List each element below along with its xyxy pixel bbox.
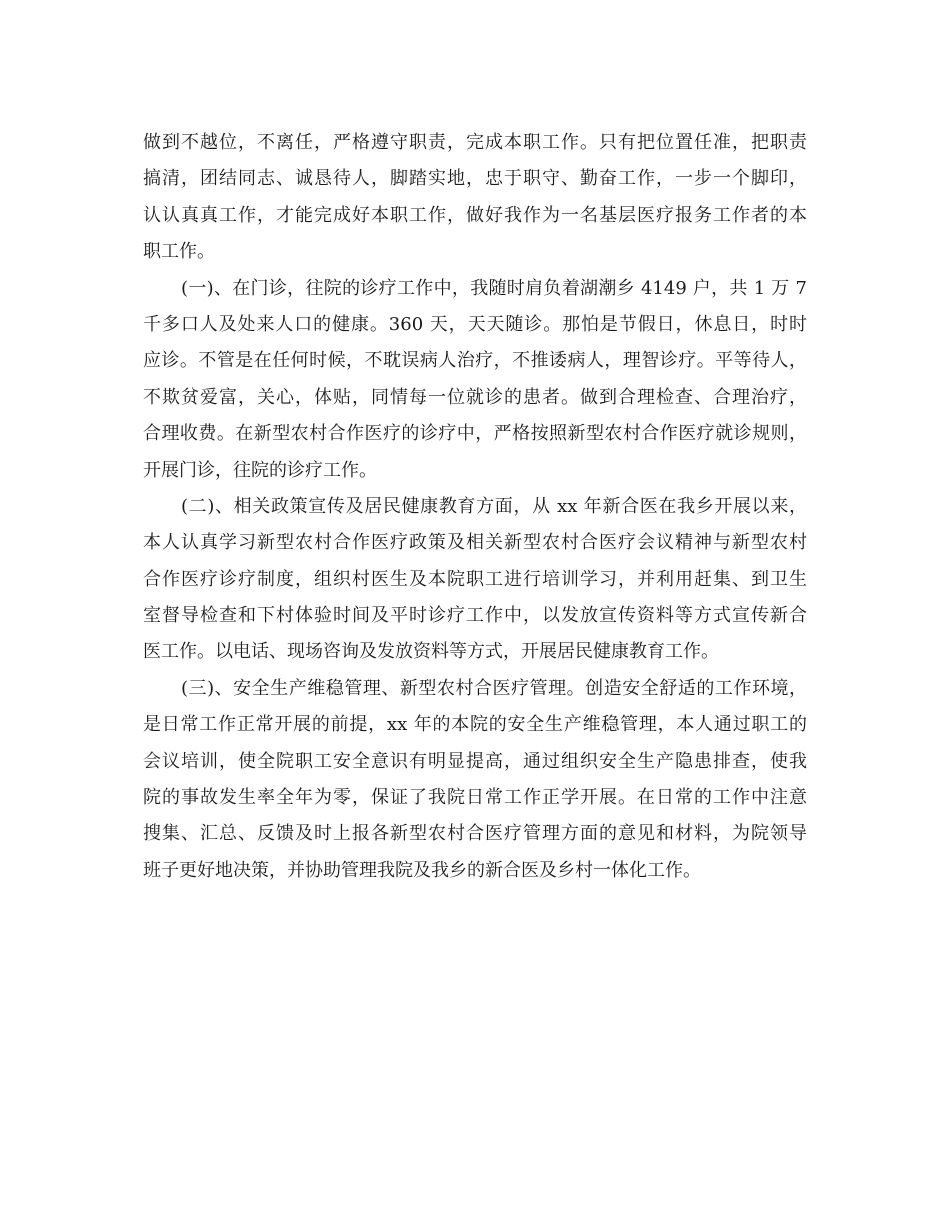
text-line: 搞清，团结同志、诚恳待人，脚踏实地，忠于职守、勤奋工作，一步一个脚印， (143, 168, 807, 190)
text-line: 认认真真工作，才能完成好本职工作，做好我作为一名基层医疗报务工作者的本 (143, 204, 807, 226)
text-line: (一)、在门诊，往院的诊疗工作中，我随时肩负着湖潮乡 4149 户，共 1 万 7 (181, 277, 807, 299)
text-line: 开展门诊，往院的诊疗工作。 (143, 459, 377, 481)
text-line: (三)、安全生产维稳管理、新型农村合医疗管理。创造安全舒适的工作环境， (181, 677, 807, 699)
document-body (143, 125, 807, 889)
text-line: 应诊。不管是在任何时候，不耽误病人治疗，不推诿病人，理智诊疗。平等待人， (143, 350, 807, 372)
text-line: 本人认真学习新型农村合作医疗政策及相关新型农村合医疗会议精神与新型农村 (143, 532, 807, 554)
text-line: 医工作。以电话、现场咨询及发放资料等方式，开展居民健康教育工作。 (143, 641, 719, 663)
text-line: 做到不越位，不离任，严格遵守职责，完成本职工作。只有把位置任准，把职责 (143, 132, 807, 153)
text-line: 不欺贫爱富，关心，体贴，同情每一位就诊的患者。做到合理检查、合理治疗， (143, 386, 807, 408)
text-line: 合理收费。在新型农村合作医疗的诊疗中，严格按照新型农村合作医疗就诊规则， (143, 423, 807, 445)
text-line: 院的事故发生率全年为零，保证了我院日常工作正学开展。在日常的工作中注意 (143, 787, 807, 809)
text-line: 职工作。 (143, 241, 215, 263)
text-line: 班子更好地决策，并协助管理我院及我乡的新合医及乡村一体化工作。 (143, 859, 701, 881)
text-line: 是日常工作正常开展的前提，xx 年的本院的安全生产维稳管理，本人通过职工的 (143, 714, 807, 736)
text-line: 会议培训，使全院职工安全意识有明显提高，通过组织安全生产隐患排查，使我 (143, 750, 807, 772)
text-line: (二)、相关政策宣传及居民健康教育方面，从 xx 年新合医在我乡开展以来， (181, 495, 807, 517)
text-line: 千多口人及处来人口的健康。360 天，天天随诊。那怕是节假日，休息日，时时 (143, 313, 807, 335)
text-line: 室督导检查和下村体验时间及平时诊疗工作中，以发放宣传资料等方式宣传新合 (143, 605, 807, 627)
text-line: 搜集、汇总、反馈及时上报各新型农村合医疗管理方面的意见和材料，为院领导 (143, 823, 807, 845)
text-line: 合作医疗诊疗制度，组织村医生及本院职工进行培训学习，并利用赶集、到卫生 (143, 568, 807, 590)
